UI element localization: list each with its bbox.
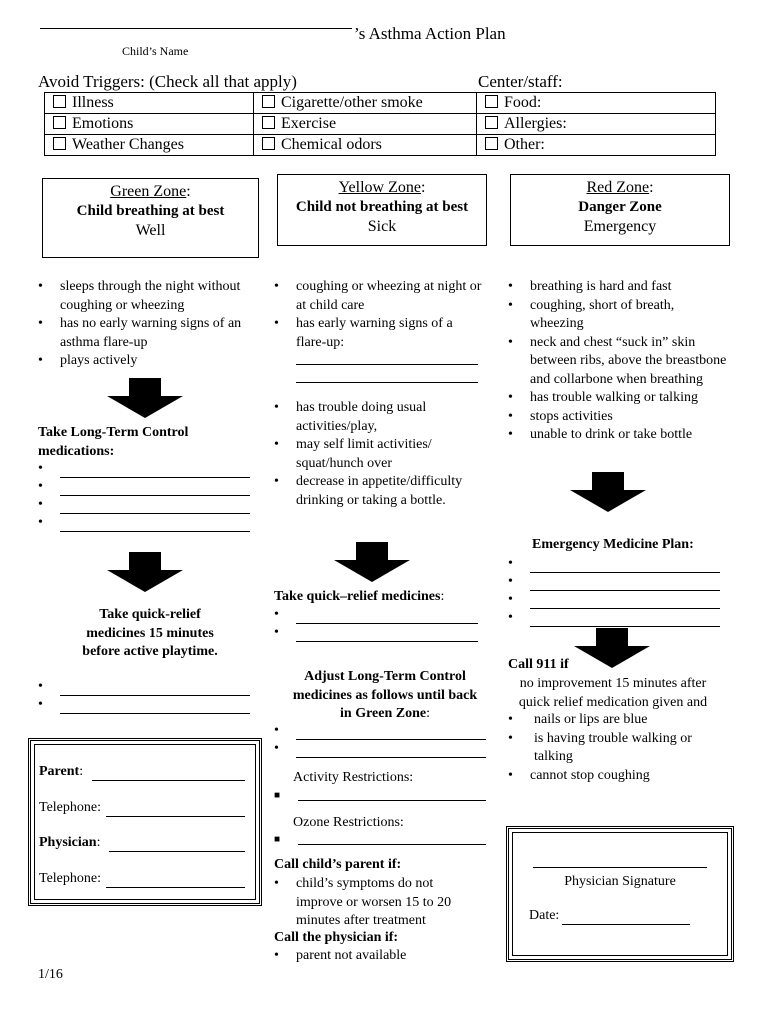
green-signs-list (38, 278, 260, 371)
quick-relief-list (38, 678, 250, 714)
ltc-label: Take Long-Term Control medications: (38, 425, 189, 459)
checkbox-icon[interactable] (485, 116, 498, 129)
square-bullet-icon: ■ (274, 790, 281, 801)
list-item[interactable] (508, 609, 720, 627)
yellow-signs-list (274, 278, 486, 352)
list-item: • cannot stop coughing (508, 767, 720, 786)
list-item: • coughing, short of breath, wheezing (508, 297, 730, 334)
list-item[interactable] (508, 555, 720, 573)
parent-telephone-field[interactable] (106, 799, 245, 817)
triggers-table (44, 92, 716, 156)
checkbox-icon[interactable] (262, 116, 275, 129)
trigger-exercise: Exercise (281, 115, 337, 132)
red-signs-list (508, 278, 730, 445)
physician-telephone-field[interactable] (106, 870, 245, 888)
list-item[interactable] (38, 460, 250, 478)
red-zone-subtitle: Danger Zone (578, 199, 662, 215)
down-arrow-icon (107, 378, 183, 418)
square-bullet-icon: ■ (274, 834, 281, 845)
telephone-label: Telephone: (39, 800, 101, 815)
center-staff-heading: Center/staff: (478, 72, 563, 91)
list-item[interactable] (38, 478, 250, 496)
yellow-zone-word: Sick (367, 218, 397, 235)
call-parent-list (274, 875, 470, 931)
down-arrow-icon (570, 472, 646, 512)
down-arrow-icon (107, 552, 183, 592)
date-label: Date: (529, 908, 560, 923)
list-item: • breathing is hard and fast (508, 278, 730, 297)
trigger-allergies: Allergies: (504, 115, 567, 132)
call-911-text: no improvement 15 minutes after quick relief medication given and (518, 676, 708, 710)
checkbox-icon[interactable] (485, 137, 498, 150)
activity-restrictions-field[interactable] (298, 800, 486, 801)
trigger-chemical: Chemical odors (281, 136, 382, 153)
list-item: • coughing or wheezing at night or at child care (274, 278, 486, 315)
trigger-weather: Weather Changes (72, 136, 184, 153)
telephone-label: Telephone: (39, 871, 101, 886)
list-item[interactable] (38, 696, 250, 714)
adjust-ltc-list (274, 722, 486, 758)
call-911-list (508, 711, 720, 767)
ozone-restrictions-label: Ozone Restrictions: (293, 815, 404, 830)
date-field[interactable] (562, 907, 690, 925)
flare-up-blank[interactable] (296, 364, 478, 365)
list-item: • is having trouble walking or talking (508, 730, 720, 767)
list-item: • child’s symptoms do not improve or worsen 15 to 20 minutes after treatment (274, 875, 470, 931)
yellow-quick-relief-list (274, 606, 478, 642)
page-number: 1/16 (38, 967, 63, 982)
list-item[interactable] (38, 514, 250, 532)
trigger-smoke: Cigarette/other smoke (281, 94, 423, 111)
signature-field[interactable] (533, 867, 707, 868)
red-last-list (508, 767, 720, 786)
list-item[interactable] (274, 722, 486, 740)
green-zone-title: Green Zone (110, 183, 187, 200)
quick-relief-label: Take quick–relief medicines: (274, 589, 445, 604)
list-item: • unable to drink or take bottle (508, 426, 730, 445)
list-item[interactable] (508, 573, 720, 591)
list-item[interactable] (38, 496, 250, 514)
trigger-illness: Illness (72, 94, 114, 111)
list-item: • has early warning signs of a flare-up: (274, 315, 486, 352)
list-item: • nails or lips are blue (508, 711, 720, 730)
signature-box (506, 826, 734, 962)
list-item: • decrease in appetite/difficulty drinking or taking a bottle. (274, 473, 484, 510)
child-name-line[interactable] (40, 28, 352, 29)
call-parent-heading: Call child’s parent if: (274, 857, 402, 872)
child-name-label: Child’s Name (122, 44, 189, 58)
physician-field[interactable] (109, 834, 245, 852)
triggers-heading: Avoid Triggers: (Check all that apply) (38, 72, 297, 91)
adjust-ltc-label: Adjust Long-Term Control medicines as follows until back in Green Zone: (292, 669, 478, 721)
ozone-restrictions-field[interactable] (298, 844, 486, 845)
emergency-medicine-list (508, 555, 720, 627)
list-item: • may self limit activities/ squat/hunch over (274, 436, 484, 473)
green-zone-word: Well (135, 222, 166, 239)
parent-label: Parent (39, 764, 80, 779)
yellow-signs-list-2 (274, 399, 484, 510)
checkbox-icon[interactable] (262, 137, 275, 150)
checkbox-icon[interactable] (53, 137, 66, 150)
red-zone-title: Red Zone (586, 179, 650, 196)
physician-label: Physician (39, 835, 97, 850)
checkbox-icon[interactable] (53, 95, 66, 108)
trigger-food: Food: (504, 94, 542, 111)
list-item: • has trouble walking or talking (508, 389, 730, 408)
call-physician-list (274, 947, 474, 966)
checkbox-icon[interactable] (262, 95, 275, 108)
red-zone-box: Red Zone: Danger Zone Emergency (510, 174, 730, 246)
contacts-box: Parent: Telephone: Physician: Telephone: (28, 738, 262, 906)
list-item: • neck and chest “suck in” skin between ribs, above the breastbone and collarbone when breathing (508, 334, 730, 390)
list-item[interactable] (508, 591, 720, 609)
yellow-zone-box: Yellow Zone: Child not breathing at best Sick (277, 174, 487, 246)
activity-restrictions-label: Activity Restrictions: (293, 770, 414, 785)
list-item[interactable] (274, 624, 478, 642)
checkbox-icon[interactable] (53, 116, 66, 129)
down-arrow-icon (574, 628, 650, 668)
checkbox-icon[interactable] (485, 95, 498, 108)
red-zone-word: Emergency (583, 218, 657, 235)
yellow-zone-subtitle: Child not breathing at best (295, 199, 469, 215)
quick-relief-playtime: Take quick-relief medicines 15 minutes before active playtime. (82, 607, 218, 659)
list-item: • plays actively (38, 352, 260, 371)
down-arrow-icon (334, 542, 410, 582)
list-item[interactable] (38, 678, 250, 696)
list-item: • has no early warning signs of an asthma flare-up (38, 315, 260, 352)
call-physician-heading: Call the physician if: (274, 930, 399, 945)
emergency-plan-heading: Emergency Medicine Plan: (532, 537, 694, 552)
green-zone-subtitle: Child breathing at best (76, 203, 225, 219)
trigger-emotions: Emotions (72, 115, 134, 132)
ltc-medications-list (38, 460, 250, 532)
physician-signature-label: Physician Signature (564, 874, 676, 889)
list-item: • parent not available (274, 947, 474, 966)
page-title: ’s Asthma Action Plan (354, 24, 506, 43)
list-item[interactable] (274, 740, 486, 758)
list-item[interactable] (274, 606, 478, 624)
flare-up-blank[interactable] (296, 382, 478, 383)
green-zone-box: Green Zone: Child breathing at best Well (42, 178, 259, 258)
list-item: • sleeps through the night without coughing or wheezing (38, 278, 260, 315)
parent-field[interactable] (92, 763, 245, 781)
list-item: • stops activities (508, 408, 730, 427)
list-item: • has trouble doing usual activities/play, (274, 399, 484, 436)
yellow-zone-title: Yellow Zone (338, 179, 421, 196)
trigger-other: Other: (504, 136, 545, 153)
call-911-heading: Call 911 if (508, 657, 569, 672)
